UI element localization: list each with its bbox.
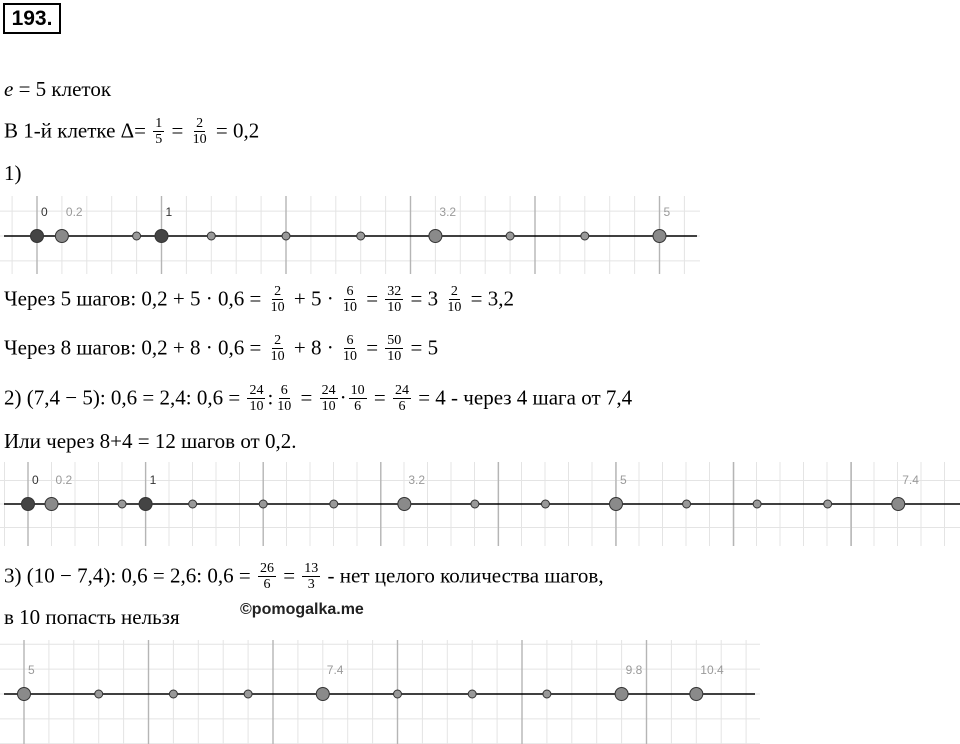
- text: = 0,2: [210, 118, 260, 143]
- text: = 3,2: [465, 286, 514, 311]
- watermark: ©pomogalka.me: [240, 601, 364, 618]
- point-0-8: [133, 232, 141, 240]
- point-5: [653, 230, 666, 243]
- text: = 4 - через 4 шага от 7,4: [412, 385, 633, 410]
- point-3-2: [429, 230, 442, 243]
- point-0-2: [55, 230, 68, 243]
- text: + 8 ·: [288, 335, 339, 360]
- point-label: 9.8: [625, 663, 643, 677]
- point-6-2: [169, 690, 177, 698]
- point-label: 1: [149, 473, 157, 487]
- point-label: 5: [620, 473, 627, 487]
- point-2: [259, 500, 267, 508]
- numerator: 24: [394, 383, 409, 398]
- number-line-2: [0, 462, 960, 546]
- numerator: 6: [280, 383, 288, 398]
- denominator: 10: [321, 399, 336, 414]
- denominator: 10: [249, 399, 264, 414]
- text: =: [368, 385, 391, 410]
- point-6-8: [824, 500, 832, 508]
- fraction: [341, 333, 359, 364]
- numerator: 2: [274, 284, 282, 299]
- denominator: 10: [270, 300, 285, 315]
- point-8-6: [468, 690, 476, 698]
- point-5-6: [683, 500, 691, 508]
- fraction: [153, 116, 164, 147]
- point-7-4: [892, 498, 905, 511]
- line-steps5: [4, 285, 514, 316]
- text: =: [277, 563, 301, 588]
- numerator: 2: [450, 284, 458, 299]
- numerator: 6: [346, 333, 354, 348]
- point-6-8: [244, 690, 252, 698]
- denominator: 10: [387, 349, 402, 364]
- point-2: [282, 232, 290, 240]
- point-label: 3.2: [408, 473, 426, 487]
- fraction: [445, 284, 463, 315]
- part1-label: 1): [4, 161, 22, 185]
- fraction: [269, 284, 287, 315]
- point-label: 0.2: [65, 205, 83, 219]
- numerator: 6: [346, 284, 354, 299]
- number-line-3: [0, 640, 760, 744]
- fraction: [320, 383, 338, 414]
- text: - нет целого количества шагов,: [322, 563, 604, 588]
- text: = 5: [405, 335, 439, 360]
- point-1-4: [207, 232, 215, 240]
- point-label: 3.2: [439, 205, 457, 219]
- numerator: 50: [387, 333, 402, 348]
- fraction: [269, 333, 287, 364]
- point-9-2: [543, 690, 551, 698]
- text: =: [360, 335, 384, 360]
- point-8: [394, 690, 402, 698]
- line-part2: [4, 384, 632, 415]
- point-9-8: [615, 688, 628, 701]
- line-part3: [4, 562, 604, 593]
- numerator: 10: [350, 383, 365, 398]
- denominator: 10: [342, 349, 357, 364]
- text: =: [166, 118, 189, 143]
- denominator: 3: [307, 577, 315, 592]
- fraction: [191, 116, 209, 147]
- point-0-2: [45, 498, 58, 511]
- line-part2-alt: Или через 8+4 = 12 шагов от 0,2.: [4, 429, 297, 453]
- text: :: [267, 385, 274, 410]
- fraction: [247, 383, 265, 414]
- point-0: [22, 498, 35, 511]
- numerator: 1: [155, 116, 163, 131]
- point-label: 7.4: [902, 473, 919, 487]
- number-line-1: [0, 196, 700, 274]
- line-part3-cont: в 10 попасть нельзя: [4, 605, 180, 629]
- denominator: 10: [387, 300, 402, 315]
- line-steps8: [4, 334, 438, 365]
- point-1-4: [189, 500, 197, 508]
- text: =: [360, 286, 384, 311]
- point-0-8: [118, 500, 126, 508]
- text: 3) (10 − 7,4): 0,6 = 2,6: 0,6 =: [4, 563, 256, 588]
- numerator: 2: [196, 116, 204, 131]
- fraction: [258, 561, 276, 592]
- text: 2) (7,4 − 5): 0,6 = 2,4: 0,6 =: [4, 385, 246, 410]
- line-e: [4, 76, 111, 102]
- point-3-8: [506, 232, 514, 240]
- point-10-4: [690, 688, 703, 701]
- numerator: 24: [249, 383, 264, 398]
- point-label: 1: [165, 205, 173, 219]
- point-3-2: [398, 498, 411, 511]
- numerator: 2: [274, 333, 282, 348]
- text: = 5 клеток: [13, 77, 112, 101]
- point-5-6: [95, 690, 103, 698]
- point-label: 7.4: [326, 663, 344, 677]
- text: =: [295, 385, 318, 410]
- denominator: 5: [155, 132, 163, 147]
- point-label: 0: [32, 473, 39, 487]
- point-3-8: [471, 500, 479, 508]
- denominator: 6: [398, 399, 406, 414]
- fraction: [349, 383, 367, 414]
- numerator: 26: [259, 561, 274, 576]
- point-0: [31, 230, 44, 243]
- text: + 5 ·: [288, 286, 339, 311]
- text: В 1-й клетке Δ=: [4, 118, 152, 143]
- point-2-6: [330, 500, 338, 508]
- point-label: 10.4: [700, 663, 724, 677]
- denominator: 10: [192, 132, 207, 147]
- point-7-4: [316, 688, 329, 701]
- numerator: 13: [304, 561, 319, 576]
- text: = 3: [405, 286, 444, 311]
- point-5: [610, 498, 623, 511]
- point-4-4: [541, 500, 549, 508]
- numerator: 32: [387, 284, 402, 299]
- denominator: 10: [277, 399, 292, 414]
- point-1: [139, 498, 152, 511]
- point-1: [155, 230, 168, 243]
- text: Через 8 шагов: 0,2 + 8 · 0,6 =: [4, 335, 267, 360]
- point-6-2: [753, 500, 761, 508]
- text: Через 5 шагов: 0,2 + 5 · 0,6 =: [4, 286, 267, 311]
- denominator: 10: [270, 349, 285, 364]
- numerator: 24: [321, 383, 336, 398]
- fraction: [385, 284, 403, 315]
- denominator: 6: [263, 577, 271, 592]
- point-label: 5: [663, 205, 671, 219]
- point-4-4: [581, 232, 589, 240]
- point-label: 5: [28, 663, 35, 677]
- point-label: 0: [41, 205, 48, 219]
- problem-number: 193.: [3, 3, 61, 34]
- point-label: 0.2: [55, 473, 73, 487]
- point-2-6: [357, 232, 365, 240]
- denominator: 10: [447, 300, 462, 315]
- var-e: e: [4, 77, 14, 101]
- fraction: [302, 561, 320, 592]
- denominator: 6: [354, 399, 362, 414]
- denominator: 10: [342, 300, 357, 315]
- fraction: [385, 333, 403, 364]
- line-delta: [4, 117, 259, 148]
- fraction: [275, 383, 293, 414]
- fraction: [341, 284, 359, 315]
- point-5: [18, 688, 31, 701]
- fraction: [393, 383, 411, 414]
- text: ·: [339, 385, 347, 410]
